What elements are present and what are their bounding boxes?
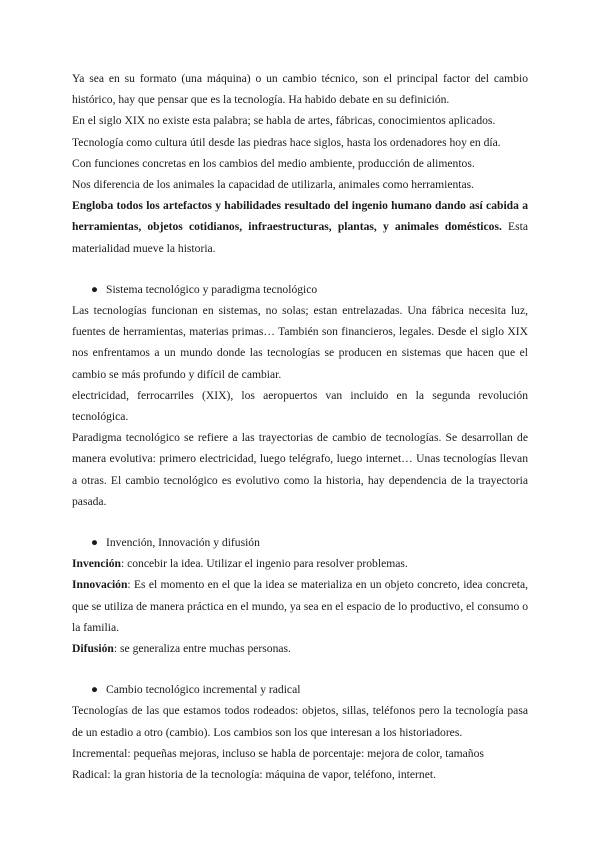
definition-innovacion [72, 574, 528, 638]
section-heading-text: Invención, Innovación y difusión [106, 535, 260, 549]
intro-line: Tecnología como cultura útil desde las piedras hace siglos, hasta los ordenadores hoy en día. [72, 135, 501, 149]
intro-line: Nos diferencia de los animales la capacidad de utilizarla, animales como herramientas. [72, 177, 475, 191]
term: Invención [72, 557, 121, 571]
document-page [72, 68, 528, 785]
line-incremental: Incremental: pequeñas mejoras, incluso se habla de porcentaje: mejora de color, tamaños [72, 746, 484, 760]
definition-text: : Es el momento en el que la idea se materializa en un objeto concreto, idea concreta, que se utiliza de manera práctica en el mundo, ya sea en el espacio de lo productivo, el consumo o la familia. [72, 578, 528, 634]
paragraph: Las tecnologías funcionan en sistemas, no solas; estan entrelazadas. Una fábrica necesita luz, fuentes de herramientas, materias primas… También son financieros, legales. Desde el siglo XIX nos enfrentamos a un mundo donde las tecnologías se producen en sistemas que hacen que el cambio se más profundo y difícil de cambiar. [72, 303, 528, 381]
section-heading-cambio [72, 679, 528, 700]
section-heading-text: Cambio tecnológico incremental y radical [106, 683, 301, 697]
section-heading-text: Sistema tecnológico y paradigma tecnológico [106, 282, 318, 296]
bullet-icon: ● [91, 282, 99, 296]
definition-text: : se generaliza entre muchas personas. [113, 641, 291, 655]
paragraph: Tecnologías de las que estamos todos rodeados: objetos, sillas, teléfonos pero la tecnología pasa de un estadio a otro (cambio). Los cambios son los que interesan a los historiadores. [72, 704, 528, 739]
definition-difusion [72, 638, 528, 659]
intro-line: Con funciones concretas en los cambios del medio ambiente, producción de alimentos. [72, 156, 475, 170]
line-radical: Radical: la gran historia de la tecnología: máquina de vapor, teléfono, internet. [72, 767, 436, 781]
term: Difusión [72, 641, 114, 655]
intro-line: Ya sea en su formato (una máquina) o un cambio técnico, son el principal factor del cambio [72, 72, 528, 85]
definition-text: : concebir la idea. Utilizar el ingenio para resolver problemas. [120, 557, 408, 571]
term: Innovación [72, 578, 128, 592]
intro-line: histórico, hay que pensar que es la tecnología. Ha habido debate en su definición. [72, 93, 450, 107]
bullet-icon: ● [91, 683, 99, 697]
section-heading-sistema [72, 279, 528, 300]
section-heading-invencion [72, 532, 528, 553]
paragraph: electricidad, ferrocarriles (XIX), los aeropuertos van incluido en la segunda revolución tecnológica. [72, 388, 528, 423]
intro-tail-text: Esta materialidad mueve la historia. [72, 220, 529, 255]
bullet-icon: ● [91, 535, 99, 549]
intro-bold-text: Engloba todos los artefactos y habilidades resultado del ingenio humano dando así cabida a herramientas, objetos cotidianos, infraestructuras, plantas, y animales domésticos. [72, 199, 528, 234]
definition-invencion [72, 553, 528, 574]
paragraph: Paradigma tecnológico se refiere a las trayectorias de cambio de tecnologías. Se desarrollan de manera evolutiva: primero electricidad, luego telégrafo, luego internet… Unas tecnologías llevan a otras. El cambio tecnológico es evolutivo como la historia, hay dependencia de la trayectoria pasada. [72, 431, 528, 508]
intro-bold-paragraph [72, 195, 528, 259]
intro-line: En el siglo XIX no existe esta palabra; se habla de artes, fábricas, conocimientos aplicados. [72, 114, 496, 128]
